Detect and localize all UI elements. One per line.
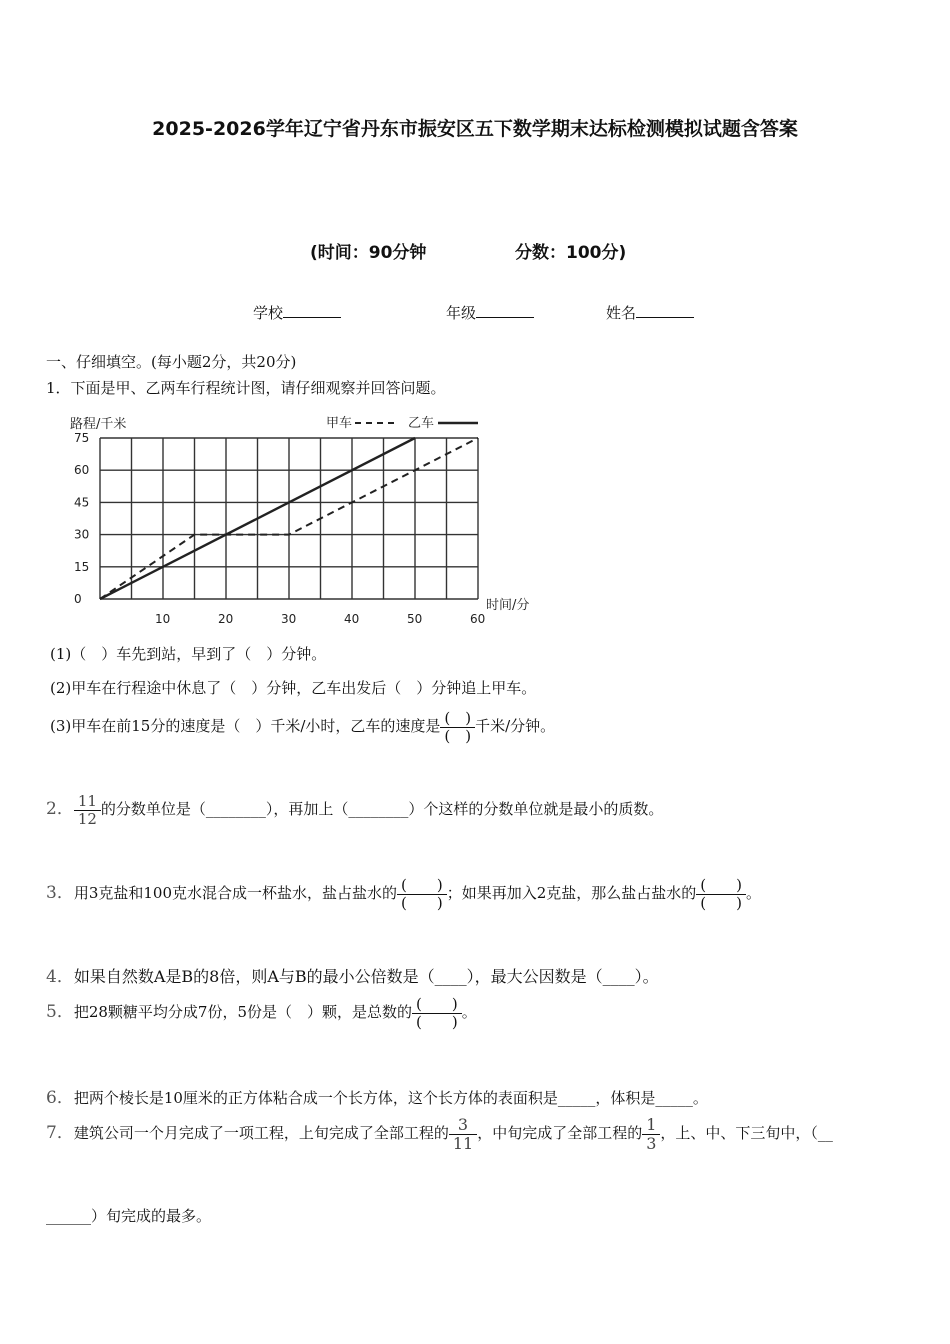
fraction-numerator: ( ): [700, 876, 742, 894]
question-1-stem: 1．下面是甲、乙两车行程统计图，请仔细观察并回答问题。: [46, 379, 446, 397]
question-1-sub2: (2)甲车在行程途中休息了（ ）分钟，乙车出发后（ ）分钟追上甲车。: [50, 679, 537, 697]
y-tick-label: 30: [74, 527, 90, 542]
question-1-sub1: (1)（ ）车先到站，早到了（ ）分钟。: [50, 645, 327, 663]
school-field[interactable]: [253, 301, 341, 323]
y-tick-label: 0: [74, 592, 82, 606]
school-blank[interactable]: [283, 301, 341, 318]
exam-score: 分数：100分): [515, 243, 627, 263]
q4-number: 4．: [46, 967, 74, 987]
q1-sub3-post: 千米/分钟。: [475, 717, 556, 735]
question-3: [46, 877, 761, 911]
fraction-denominator: ( ): [412, 1013, 462, 1031]
y-axis-label: 路程/千米: [70, 417, 127, 432]
y-tick-label: 15: [74, 559, 90, 574]
school-label: 学校: [253, 304, 284, 322]
exam-time: (时间：90分钟: [310, 243, 427, 263]
legend-jia-label: 甲车: [326, 416, 353, 431]
question-7: [46, 1116, 833, 1152]
fraction-numerator: 11: [77, 792, 97, 810]
x-tick-label: 30: [281, 612, 297, 626]
q7-post: ，上、中、下三旬中，（__: [660, 1124, 833, 1143]
q1-sub3-fraction[interactable]: [440, 710, 475, 744]
grade-label: 年级: [446, 304, 477, 322]
name-blank[interactable]: [636, 301, 694, 318]
fraction-numerator: 1: [646, 1115, 657, 1134]
q6-number: 6．: [46, 1088, 74, 1108]
q7-mid: ，中旬完成了全部工程的: [477, 1124, 643, 1143]
legend-yi-label: 乙车: [408, 416, 435, 431]
q3-number: 3．: [46, 883, 74, 903]
question-4: [46, 962, 659, 987]
grade-blank[interactable]: [476, 301, 534, 318]
q5-post: 。: [461, 1003, 477, 1021]
fraction-denominator: 3: [642, 1134, 660, 1153]
x-tick-label: 20: [218, 612, 234, 626]
section-heading: 一、仔细填空。(每小题2分，共20分): [46, 353, 297, 371]
q6-text: 把两个棱长是10厘米的正方体粘合成一个长方体，这个长方体的表面积是_____，体积是_____。: [73, 1089, 708, 1107]
page-title: 2025-2026学年辽宁省丹东市振安区五下数学期末达标检测模拟试题含答案: [152, 118, 798, 140]
q2-fraction: [74, 793, 101, 827]
x-tick-label: 10: [155, 612, 171, 626]
q2-text: 的分数单位是（________），再加上（________）个这样的分数单位就是最小的质数。: [100, 800, 664, 818]
fraction-denominator: ( ): [397, 894, 447, 912]
name-field[interactable]: [606, 301, 694, 323]
q3-fraction-1[interactable]: [397, 877, 447, 911]
q1-sub3-pre: (3)甲车在前15分的速度是（ ）千米/小时，乙车的速度是: [50, 717, 441, 735]
fraction-denominator: 11: [449, 1134, 477, 1153]
fraction-numerator: 3: [457, 1115, 469, 1134]
question-6: [46, 1083, 708, 1108]
fraction-numerator: ( ): [416, 995, 458, 1013]
q2-number: 2．: [46, 799, 74, 819]
y-tick-label: 60: [74, 463, 90, 478]
question-1-sub3: [50, 710, 555, 744]
question-2: [46, 793, 663, 827]
q7-pre: 建筑公司一个月完成了一项工程，上旬完成了全部工程的: [73, 1124, 449, 1143]
x-axis-label: 时间/分: [486, 598, 530, 613]
fraction-denominator: ( ): [696, 894, 746, 912]
q5-pre: 把28颗糖平均分成7份，5份是（ ）颗，是总数的: [73, 1003, 413, 1021]
q7-fraction-1: [449, 1116, 477, 1152]
q3-fraction-2[interactable]: [696, 877, 746, 911]
q3-pre: 用3克盐和100克水混合成一杯盐水，盐占盐水的: [73, 884, 398, 902]
x-tick-label: 40: [344, 612, 360, 626]
q5-number: 5．: [46, 1002, 74, 1022]
y-tick-label: 45: [74, 495, 90, 510]
fraction-denominator: ( ): [440, 727, 475, 745]
grade-field[interactable]: [446, 301, 534, 323]
name-label: 姓名: [606, 304, 637, 322]
q7-number: 7．: [46, 1123, 74, 1144]
chart-grid: [100, 438, 478, 599]
fraction-numerator: ( ): [444, 709, 472, 727]
fraction-denominator: 12: [74, 810, 101, 828]
q7-fraction-2: [642, 1116, 660, 1152]
question-7-line2: ______）旬完成的最多。: [46, 1207, 212, 1225]
question-5: [46, 996, 477, 1030]
q5-fraction[interactable]: [412, 996, 462, 1030]
q3-mid: ；如果再加入2克盐，那么盐占盐水的: [446, 884, 697, 902]
y-tick-label: 75: [74, 431, 90, 445]
fraction-numerator: ( ): [401, 876, 443, 894]
q3-post: 。: [746, 884, 762, 902]
q4-text: 如果自然数A是B的8倍，则A与B的最小公倍数是（____），最大公因数是（____）。: [73, 967, 659, 986]
x-tick-label: 50: [407, 612, 423, 626]
x-tick-label: 60: [470, 612, 486, 626]
travel-chart: [50, 408, 550, 633]
